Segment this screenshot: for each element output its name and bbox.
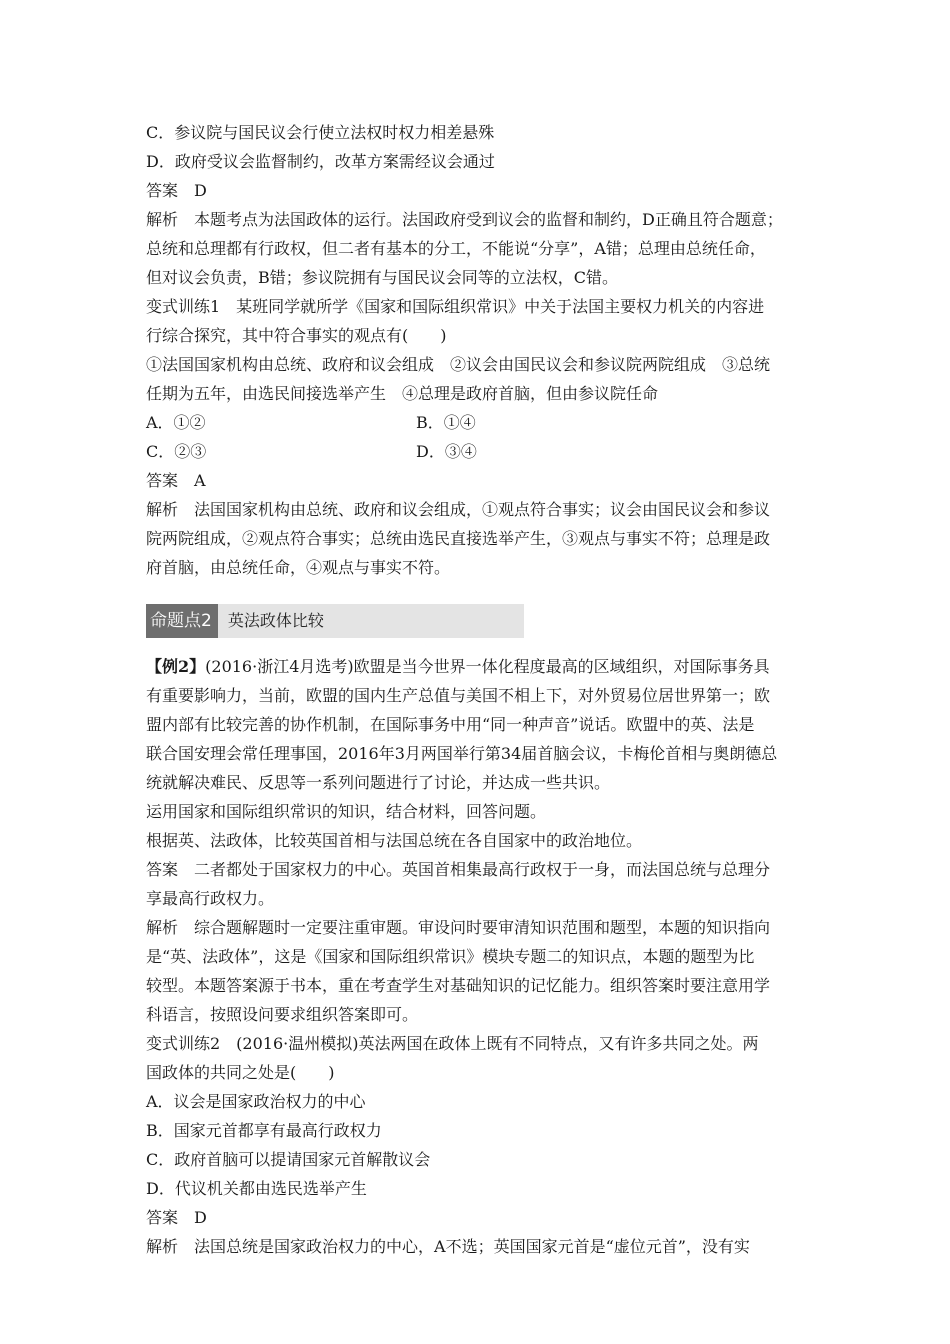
analysis-label: 解析 [146,918,179,937]
example-text: (2016·浙江4月选考)欧盟是当今世界一体化程度最高的区域组织，对国际事务具 [205,657,770,676]
example-text: 盟内部有比较完善的协作机制，在国际事务中用“同一种声音”说话。欧盟中的英、法是 [146,715,755,734]
example-text: 联合国安理会常任理事国，2016年3月两国举行第34届首脑会议，卡梅伦首相与奥朗德总 [146,744,778,763]
answer-text: 享最高行政权力。 [146,889,275,908]
answer-line [146,466,814,495]
analysis-label: 解析 [146,210,179,229]
document-page [146,118,814,1261]
options-row [146,408,814,437]
variant-training-1 [146,292,814,582]
options-row [146,437,814,466]
example-text: 统就解决难民、反思等一系列问题进行了讨论，并达成一些共识。 [146,773,611,792]
option-d: D．代议机关都由选民选举产生 [146,1179,367,1198]
answer-value: D [194,181,207,200]
answer-line [146,176,814,205]
analysis-line [146,495,814,524]
answer-value: D [194,1208,207,1227]
section-title: 英法政体比较 [227,611,324,630]
option-c: C．②③ [146,442,207,461]
question-text: 国政体的共同之处是( ) [146,1063,335,1082]
analysis-text: 较型。本题答案源于书本，重在考查学生对基础知识的记忆能力。组织答案时要注意用学 [146,976,771,995]
option-d: D．③④ [416,442,477,461]
section-tag: 命题点2 [146,604,218,638]
option-a: A．议会是国家政治权力的中心 [146,1092,366,1111]
analysis-text: 本题考点为法国政体的运行。法国政府受到议会的监督和制约，D正确且符合题意； [194,210,783,229]
example-text: 有重要影响力，当前，欧盟的国内生产总值与美国不相上下，对外贸易位居世界第一；欧 [146,686,771,705]
analysis-text: 综合题解题时一定要注重审题。审设问时要审清知识范围和题型，本题的知识指向 [194,918,771,937]
example-tag: 【例2】 [146,657,206,676]
instruction-text: 运用国家和国际组织常识的知识，结合材料，回答问题。 [146,802,547,821]
analysis-line [146,913,814,942]
answer-line [146,1203,814,1232]
analysis-text: 是“英、法政体”，这是《国家和国际组织常识》模块专题二的知识点，本题的题型为比 [146,947,755,966]
question-text: 变式训练1 某班同学就所学《国家和国际组织常识》中关于法国主要权力机关的内容进 [146,297,765,316]
analysis-text: 院两院组成，②观点符合事实；总统由选民直接选举产生，③观点与事实不符；总理是政 [146,529,771,548]
option-a: A．①② [146,413,206,432]
option-c: C．参议院与国民议会行使立法权时权力相差悬殊 [146,123,495,142]
answer-value: A [194,471,206,490]
statement-text: 任期为五年，由选民间接选举产生 ④总理是政府首脑，但由参议院任命 [146,384,659,403]
analysis-text: 但对议会负责，B错；参议院拥有与国民议会同等的立法权，C错。 [146,268,619,287]
example-2 [146,652,814,1029]
question-text: 行综合探究，其中符合事实的观点有( ) [146,326,447,345]
question-1-tail [146,118,814,292]
example-line [146,652,814,681]
variant-training-2 [146,1029,814,1261]
analysis-text: 府首脑，由总统任命，④观点与事实不符。 [146,558,451,577]
question-text: 变式训练2 (2016·温州模拟)英法两国在政体上既有不同特点，又有许多共同之处。两 [146,1034,759,1053]
analysis-label: 解析 [146,1237,179,1256]
analysis-label: 解析 [146,500,179,519]
option-c: C．政府首脑可以提请国家元首解散议会 [146,1150,431,1169]
answer-label: 答案 [146,181,179,200]
analysis-text: 科语言，按照设问要求组织答案即可。 [146,1005,419,1024]
question-text: 根据英、法政体，比较英国首相与法国总统在各自国家中的政治地位。 [146,831,643,850]
option-b: B．①④ [416,413,476,432]
statement-text: ①法国国家机构由总统、政府和议会组成 ②议会由国民议会和参议院两院组成 ③总统 [146,355,771,374]
analysis-text: 总统和总理都有行政权，但二者有基本的分工，不能说“分享”，A错；总理由总统任命， [146,239,766,258]
analysis-line [146,1232,814,1261]
answer-label: 答案 [146,860,179,879]
option-d: D．政府受议会监督制约，改革方案需经议会通过 [146,152,495,171]
answer-label: 答案 [146,1208,179,1227]
answer-text: 二者都处于国家权力的中心。英国首相集最高行政权于一身，而法国总统与总理分 [194,860,771,879]
analysis-text: 法国国家机构由总统、政府和议会组成，①观点符合事实；议会由国民议会和参议 [194,500,771,519]
option-b: B．国家元首都享有最高行政权力 [146,1121,382,1140]
analysis-line [146,205,814,234]
section-header [146,604,524,638]
analysis-text: 法国总统是国家政治权力的中心，A不选；英国国家元首是“虚位元首”，没有实 [194,1237,750,1256]
answer-label: 答案 [146,471,179,490]
answer-line [146,855,814,884]
